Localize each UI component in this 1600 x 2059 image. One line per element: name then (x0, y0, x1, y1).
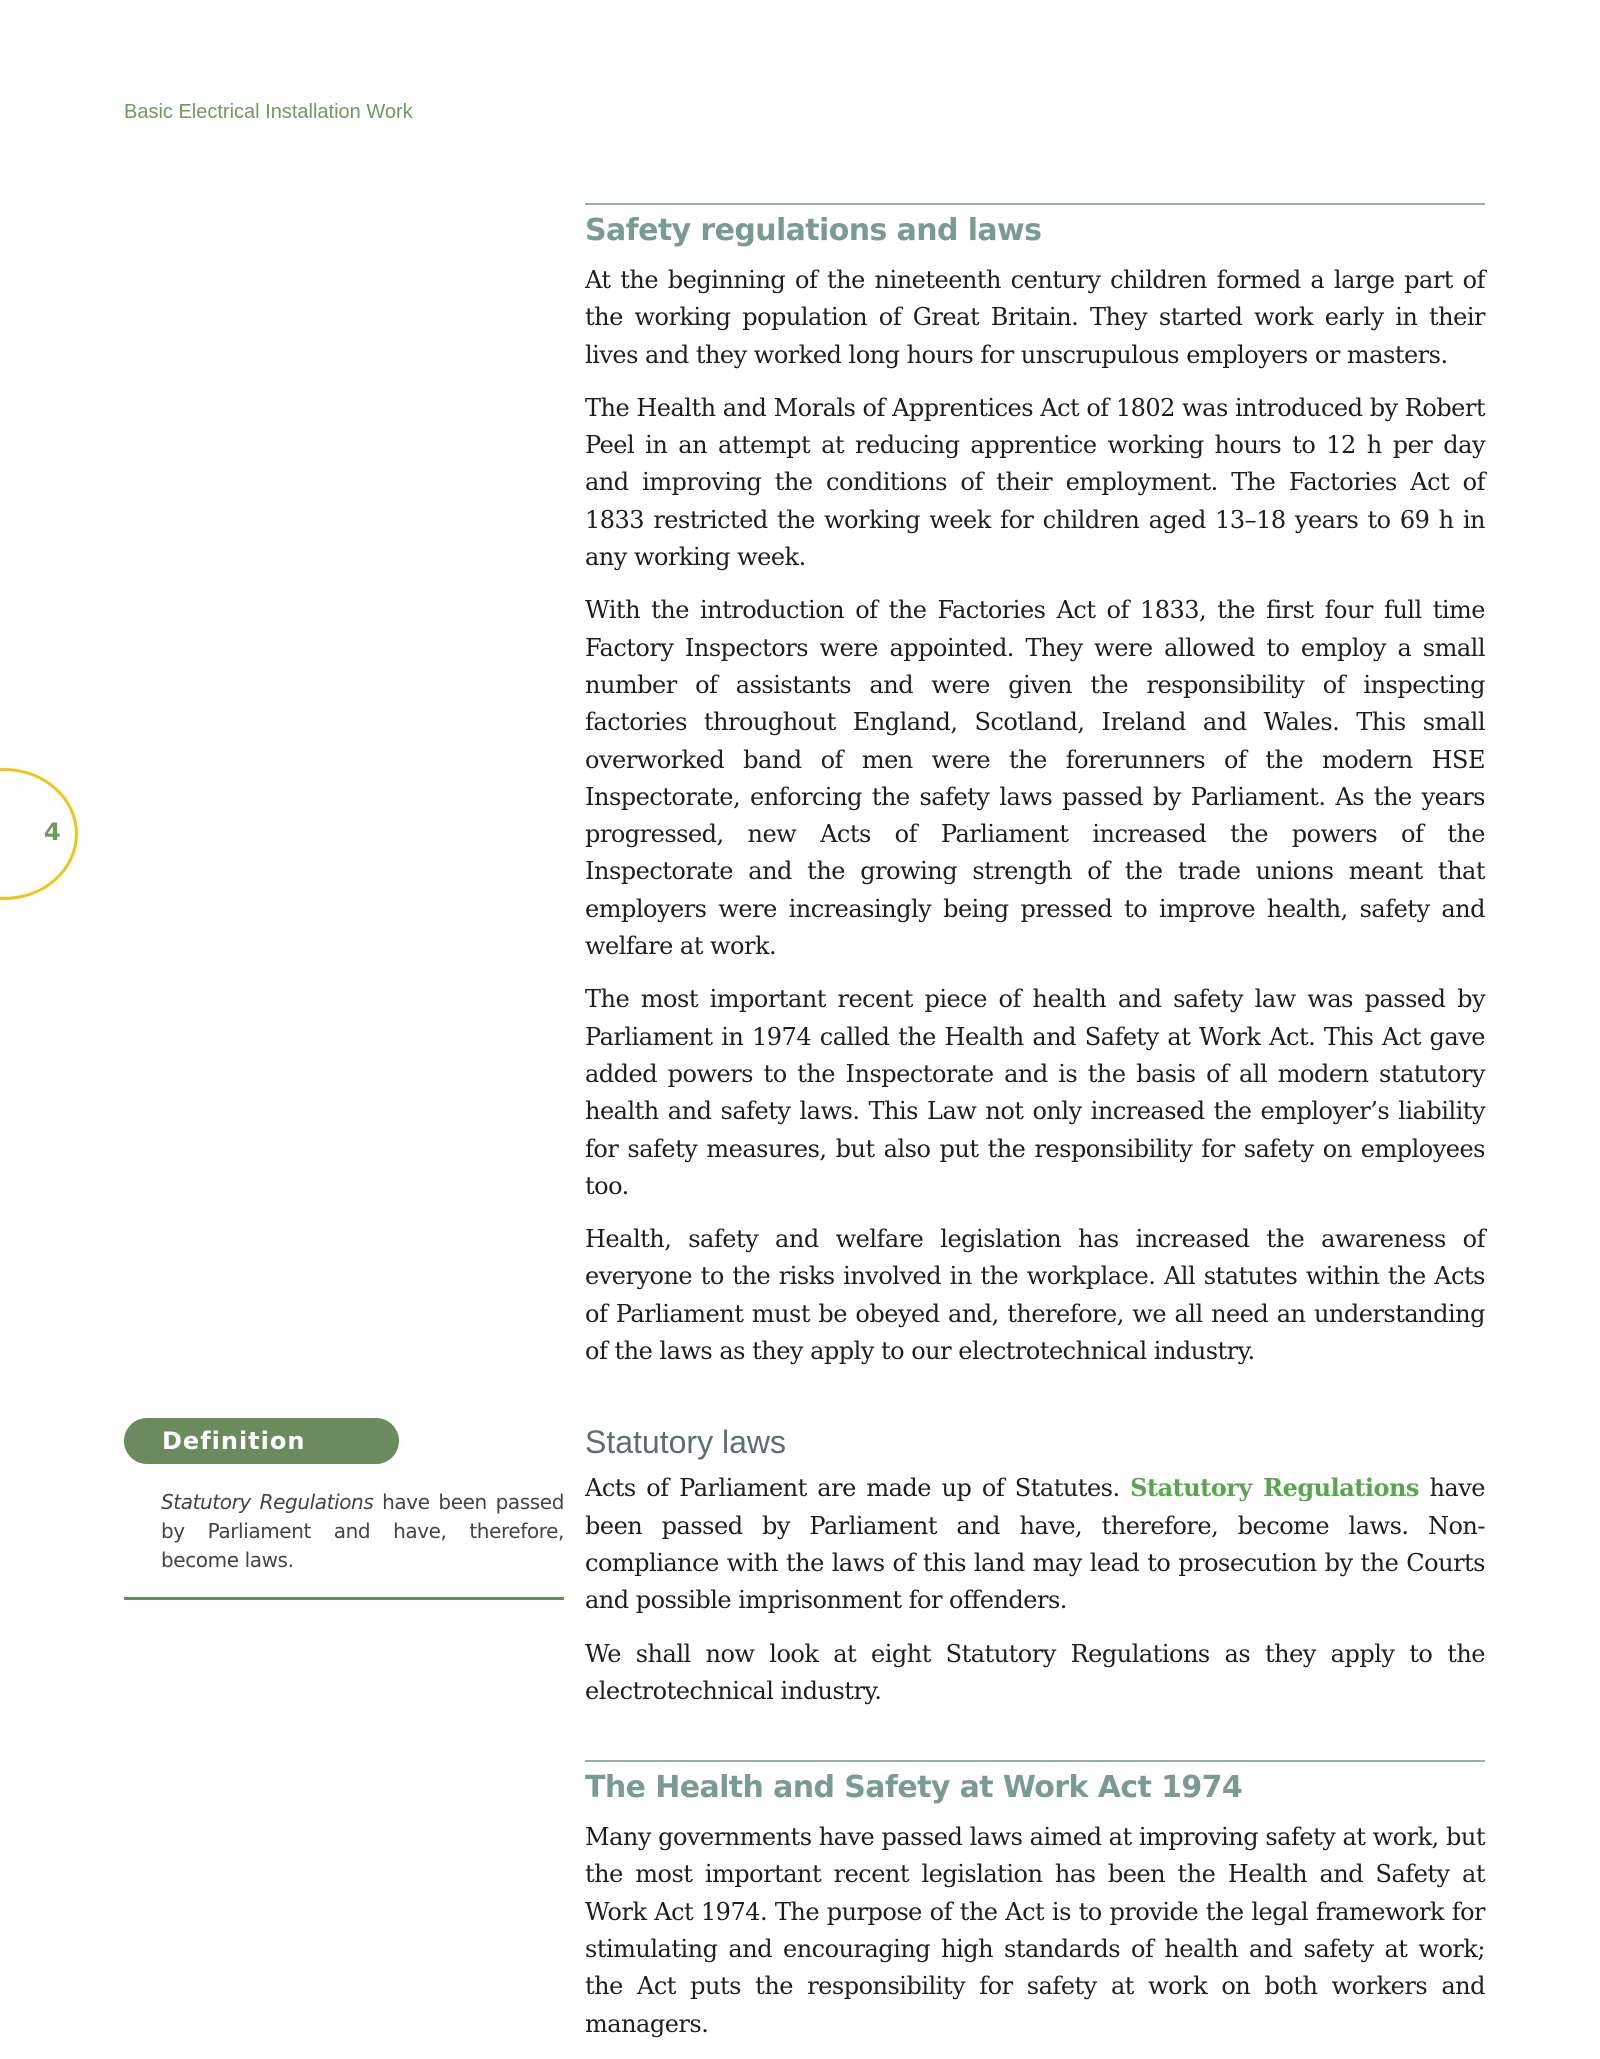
subheading-statutory-laws: Statutory laws (585, 1424, 786, 1461)
definition-term: Statutory Regulations (161, 1490, 374, 1514)
text-run: have been passed by Parliament and have, therefore, become laws. Non-compliance with the laws of this land may lead to prosecution by the Courts and possible imprisonment for offenders. (585, 1474, 1486, 1615)
section-heading-safety-regulations: Safety regulations and laws (585, 213, 1042, 248)
page-number: 4 (44, 818, 61, 846)
definition-body: have been passed by Parliament and have, therefore, become laws. (161, 1490, 564, 1572)
definition-box (124, 1418, 564, 1600)
keyword-statutory-regulations: Statutory Regulations (1130, 1473, 1419, 1503)
running-head: Basic Electrical Installation Work (124, 101, 413, 123)
definition-text (161, 1488, 564, 1575)
paragraph: Health, safety and welfare legislation has increased the awareness of everyone to the risks involved in the workplace. All statutes within the Acts of Parliament must be obeyed and, therefore, we all need an understanding of the laws as they apply to our electrotechnical industry. (585, 1225, 1485, 1366)
main-column (585, 203, 1485, 2059)
definition-rule (124, 1597, 564, 1600)
section-rule (585, 1760, 1485, 1762)
paragraph: With the introduction of the Factories Act of 1833, the first four full time Factory Inspectors were appointed. They were allowed to employ a small number of assistants and were given the responsibility of inspecting factories throughout England, Scotland, Ireland and Wales. This small overworked band of men were the forerunners of the modern HSE Inspectorate, enforcing the safety laws passed by Parliament. As the years progressed, new Acts of Parliament increased the powers of the Inspectorate and the growing strength of the trade unions meant that employers were increasingly being pressed to improve health, safety and welfare at work. (585, 596, 1485, 961)
paragraph: We shall now look at eight Statutory Regulations as they apply to the electrotechnical industry. (585, 1639, 1485, 1705)
text-run: Acts of Parliament are made up of Statutes. (585, 1474, 1131, 1503)
page-tab (0, 768, 78, 900)
section-rule (585, 203, 1485, 205)
section-hswa (585, 1760, 1485, 2043)
definition-label: Definition (124, 1418, 399, 1464)
paragraph (585, 1469, 1485, 1619)
paragraph: The most important recent piece of health and safety law was passed by Parliament in 1974 called the Health and Safety at Work Act. This Act gave added powers to the Inspectorate and is the basis of all modern statutory health and safety laws. This Law not only increased the employer’s liability for safety measures, but also put the responsibility for safety on employees too. (585, 985, 1485, 1200)
section-heading-hswa: The Health and Safety at Work Act 1974 (585, 1770, 1243, 1806)
paragraph: At the beginning of the nineteenth century children formed a large part of the working population of Great Britain. They started work early in their lives and they worked long hours for unscrupulous employers or masters. (585, 266, 1485, 369)
paragraph: The Health and Morals of Apprentices Act of 1802 was introduced by Robert Peel in an attempt at reducing apprentice working hours to 12 h per day and improving the conditions of their employment. The Factories Act of 1833 restricted the working week for children aged 13–18 years to 69 h in any working week. (585, 393, 1485, 572)
paragraph: Many governments have passed laws aimed at improving safety at work, but the most important recent legislation has been the Health and Safety at Work Act 1974. The purpose of the Act is to provide the legal framework for stimulating and encouraging high standards of health and safety at work; the Act puts the responsibility for safety at work on both workers and managers. (585, 1823, 1485, 2038)
